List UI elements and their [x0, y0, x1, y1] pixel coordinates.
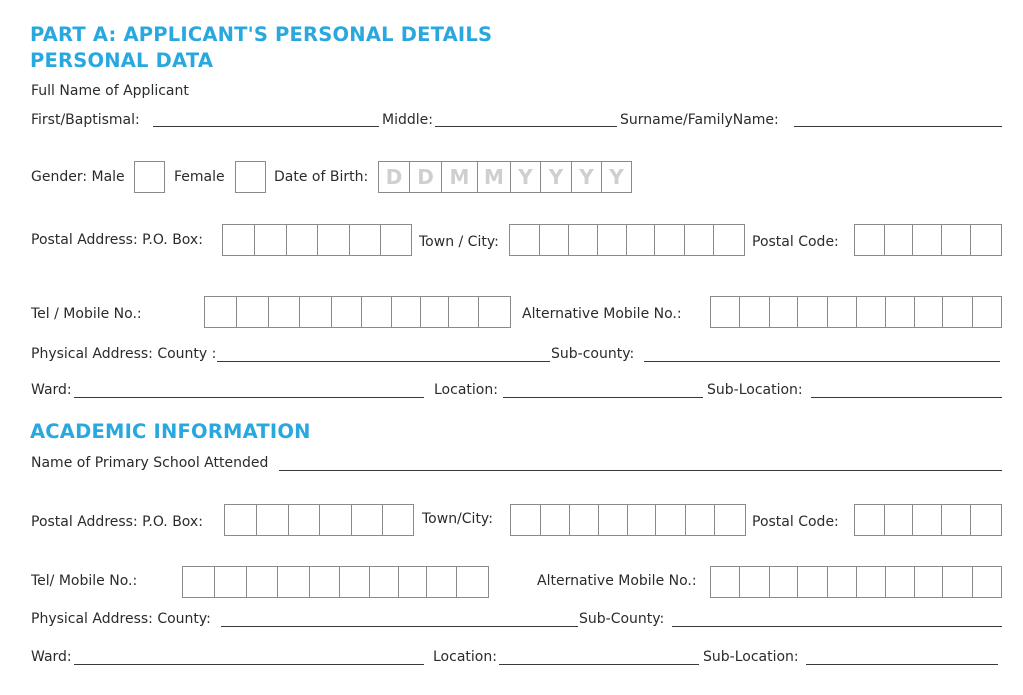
- academic-tel-label: Tel/ Mobile No.:: [31, 573, 138, 589]
- dob-cell[interactable]: M: [442, 162, 478, 192]
- gender-male-label: Gender: Male: [31, 169, 125, 185]
- part-a-title: PART A: APPLICANT'S PERSONAL DETAILS: [30, 23, 493, 46]
- dob-cell[interactable]: Y: [541, 162, 572, 192]
- academic-town-city-label: Town/City:: [422, 511, 493, 527]
- academic-sublocation-label: Sub-Location:: [703, 649, 799, 665]
- academic-ward-field[interactable]: [74, 664, 424, 665]
- county-label: Physical Address: County :: [31, 346, 217, 362]
- academic-sublocation-field[interactable]: [806, 664, 998, 665]
- tel-mobile-field[interactable]: [204, 296, 511, 328]
- academic-tel-field[interactable]: [182, 566, 489, 598]
- middle-name-label: Middle:: [382, 112, 433, 128]
- academic-ward-label: Ward:: [31, 649, 72, 665]
- dob-cell[interactable]: Y: [511, 162, 541, 192]
- academic-postal-box-label: Postal Address: P.O. Box:: [31, 514, 203, 530]
- postal-code-field[interactable]: [854, 224, 1002, 256]
- subcounty-label: Sub-county:: [551, 346, 635, 362]
- full-name-label: Full Name of Applicant: [31, 83, 189, 99]
- subcounty-field[interactable]: [644, 361, 1000, 362]
- postal-box-field[interactable]: [222, 224, 412, 256]
- first-name-field[interactable]: [153, 126, 379, 127]
- surname-field[interactable]: [794, 126, 1002, 127]
- ward-field[interactable]: [74, 397, 424, 398]
- primary-school-field[interactable]: [279, 470, 1002, 471]
- personal-data-heading: PERSONAL DATA: [30, 49, 214, 72]
- academic-postal-code-label: Postal Code:: [752, 514, 839, 530]
- first-name-label: First/Baptismal:: [31, 112, 140, 128]
- female-checkbox[interactable]: [235, 161, 266, 193]
- ward-label: Ward:: [31, 382, 72, 398]
- academic-alt-mobile-field[interactable]: [710, 566, 1002, 598]
- sublocation-field[interactable]: [811, 397, 1002, 398]
- primary-school-label: Name of Primary School Attended: [31, 455, 269, 471]
- academic-postal-code-field[interactable]: [854, 504, 1002, 536]
- tel-mobile-label: Tel / Mobile No.:: [31, 306, 142, 322]
- sublocation-label: Sub-Location:: [707, 382, 803, 398]
- location-field[interactable]: [503, 397, 703, 398]
- academic-postal-box-field[interactable]: [224, 504, 414, 536]
- postal-box-label: Postal Address: P.O. Box:: [31, 232, 203, 248]
- dob-cell[interactable]: Y: [609, 165, 624, 189]
- town-city-label: Town / City:: [419, 234, 499, 250]
- academic-heading: ACADEMIC INFORMATION: [30, 420, 311, 443]
- academic-subcounty-field[interactable]: [672, 626, 1002, 627]
- academic-location-label: Location:: [433, 649, 497, 665]
- dob-cell[interactable]: Y: [572, 162, 602, 192]
- postal-code-label: Postal Code:: [752, 234, 839, 250]
- dob-cell[interactable]: D: [410, 162, 442, 192]
- alt-mobile-label: Alternative Mobile No.:: [522, 306, 682, 322]
- dob-field[interactable]: [378, 161, 632, 193]
- county-field[interactable]: [217, 361, 550, 362]
- town-city-field[interactable]: [509, 224, 745, 256]
- academic-alt-mobile-label: Alternative Mobile No.:: [537, 573, 697, 589]
- academic-county-label: Physical Address: County:: [31, 611, 211, 627]
- dob-cell[interactable]: M: [478, 162, 511, 192]
- alt-mobile-field[interactable]: [710, 296, 1002, 328]
- dob-label: Date of Birth:: [274, 169, 369, 185]
- academic-subcounty-label: Sub-County:: [579, 611, 665, 627]
- dob-cell[interactable]: D: [379, 162, 410, 192]
- female-label: Female: [174, 169, 225, 185]
- male-checkbox[interactable]: [134, 161, 165, 193]
- academic-town-city-field[interactable]: [510, 504, 746, 536]
- surname-label: Surname/FamilyName:: [620, 112, 779, 128]
- academic-county-field[interactable]: [221, 626, 578, 627]
- location-label: Location:: [434, 382, 498, 398]
- academic-location-field[interactable]: [499, 664, 699, 665]
- middle-name-field[interactable]: [435, 126, 617, 127]
